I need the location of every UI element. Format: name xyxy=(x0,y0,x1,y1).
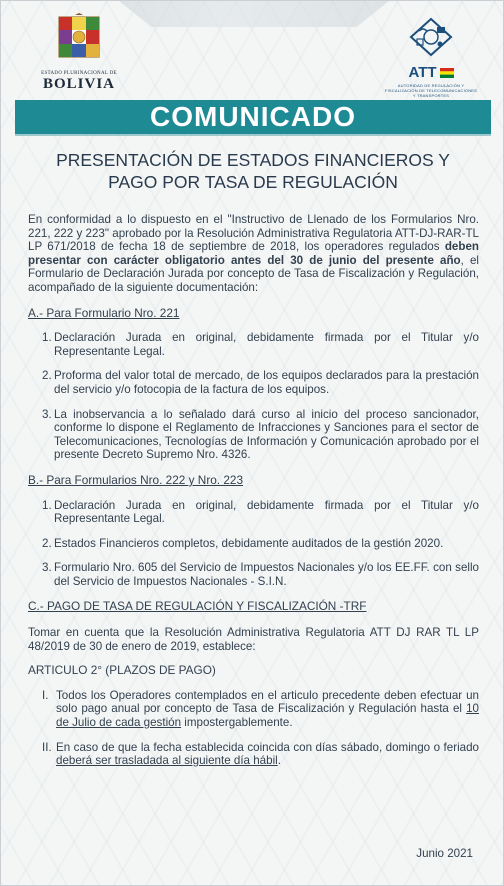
list-text xyxy=(56,741,479,768)
section-b-heading: B.- Para Formularios Nro. 222 y Nro. 223 xyxy=(28,472,244,487)
att-subtitle: AUTORIDAD DE REGULACIÓN Y FISCALIZACIÓN DE TELECOMUNICACIONES Y TRANSPORTES xyxy=(384,83,478,98)
list-text: Formulario Nro. 605 del Servicio de Impuestos Nacionales y/o los EE.FF. con sello del Servicio de Impuestos Nacionales - S.I.N. xyxy=(54,561,479,588)
header xyxy=(1,1,504,99)
list-text: Declaración Jurada en original, debidamente firmada por el Titular y/o Representante Legal. xyxy=(54,498,479,526)
list-number: 2. xyxy=(42,536,52,550)
section-c-intro: Tomar en cuenta que la Resolución Administrativa Regulatoria ATT DJ RAR TL LP 48/2019 de 30 de enero de 2019, establece: xyxy=(28,626,479,653)
list-number: 3. xyxy=(42,561,52,575)
list-number: 1. xyxy=(42,331,52,345)
list-item xyxy=(42,408,479,462)
document-body xyxy=(28,213,479,768)
section-a-heading: A.- Para Formulario Nro. 221 xyxy=(28,305,180,320)
bolivia-small-label: ESTADO PLURINACIONAL DE xyxy=(41,71,117,76)
bolivia-logo xyxy=(39,13,119,91)
list-number: 1. xyxy=(42,498,52,512)
item-text-1: Todos los Operadores contemplados en el articulo precedente deben efectuar un solo pago anual por concepto de Tasa de Fiscalización y Regulación hasta el xyxy=(56,688,479,716)
bolivia-label: BOLIVIA xyxy=(42,76,116,92)
intro-text-1: En conformidad a lo dispuesto en el "Instructivo de Llenado de los Formularios Nro. 221, 222 y 223" aprobado por la Resolución Administrativa Regulatoria ATT-DJ-RAR-TL LP 671/2018 de fecha 18 de septiembre de 2018, los operadores regulados xyxy=(28,213,479,254)
list-item xyxy=(42,331,479,358)
business-day-note: deberá ser trasladada al siguiente día hábil xyxy=(56,754,278,768)
title-line-1: PRESENTACIÓN DE ESTADOS FINANCIEROS Y xyxy=(56,150,450,170)
payment-deadline: 10 de Julio de cada gestión xyxy=(56,702,479,730)
header-decoration xyxy=(119,1,389,27)
item-text-2: impostergablemente. xyxy=(181,716,293,730)
intro-paragraph xyxy=(28,213,479,295)
bolivia-shield-icon xyxy=(56,13,102,63)
list-item xyxy=(42,499,479,526)
article-heading: ARTICULO 2° (PLAZOS DE PAGO) xyxy=(28,663,216,678)
list-text: La inobservancia a lo señalado dará curso al inicio del proceso sancionador, conforme lo dispone el Reglamento de Infracciones y Sanciones para el sector de Telecomunicaciones, Tecnologías de Información y Comunicación aprobado por el presente Decreto Supremo Nro. 4326. xyxy=(54,407,479,462)
list-item xyxy=(42,537,479,551)
list-text: Estados Financieros completos, debidamente auditados de la gestión 2020. xyxy=(54,536,444,550)
item-text-2: . xyxy=(277,754,281,768)
page-title xyxy=(31,149,475,193)
list-number: 2. xyxy=(42,369,52,383)
banner-underline xyxy=(15,134,491,136)
intro-deadline: deben presentar con carácter obligatorio antes del 30 de junio del presente año xyxy=(28,240,479,267)
list-item xyxy=(42,741,479,768)
intro-text-2: , el Formulario de Declaración Jurada por concepto de Tasa de Fiscalización y Regulación, acompañado de la siguiente documentación: xyxy=(28,253,480,294)
list-item xyxy=(42,689,479,730)
att-name: ATT xyxy=(408,64,437,81)
list-item xyxy=(42,561,479,588)
document-date: Junio 2021 xyxy=(416,847,473,860)
list-text: Proforma del valor total de mercado, de los equipos declarados para la prestación del servicio y/o fotocopia de la factura de los equipos. xyxy=(54,369,479,396)
bolivia-flag-icon xyxy=(440,68,454,78)
list-text: Declaración Jurada en original, debidamente firmada por el Titular y/o Representante Legal. xyxy=(54,331,479,358)
roman-number: I. xyxy=(42,688,49,702)
item-text-1: En caso de que la fecha establecida coincida con días sábado, domingo o feriado xyxy=(56,740,479,754)
att-logo xyxy=(383,17,479,98)
announcement-banner: COMUNICADO xyxy=(15,100,491,134)
list-text xyxy=(56,689,479,730)
list-number: 3. xyxy=(42,407,52,421)
title-line-2: PAGO POR TASA DE REGULACIÓN xyxy=(108,172,398,192)
section-c-heading: C.- PAGO DE TASA DE REGULACIÓN Y FISCALIZACIÓN -TRF xyxy=(28,599,367,614)
roman-number: II. xyxy=(42,740,52,754)
att-emblem-icon xyxy=(407,17,455,57)
list-item xyxy=(42,369,479,396)
